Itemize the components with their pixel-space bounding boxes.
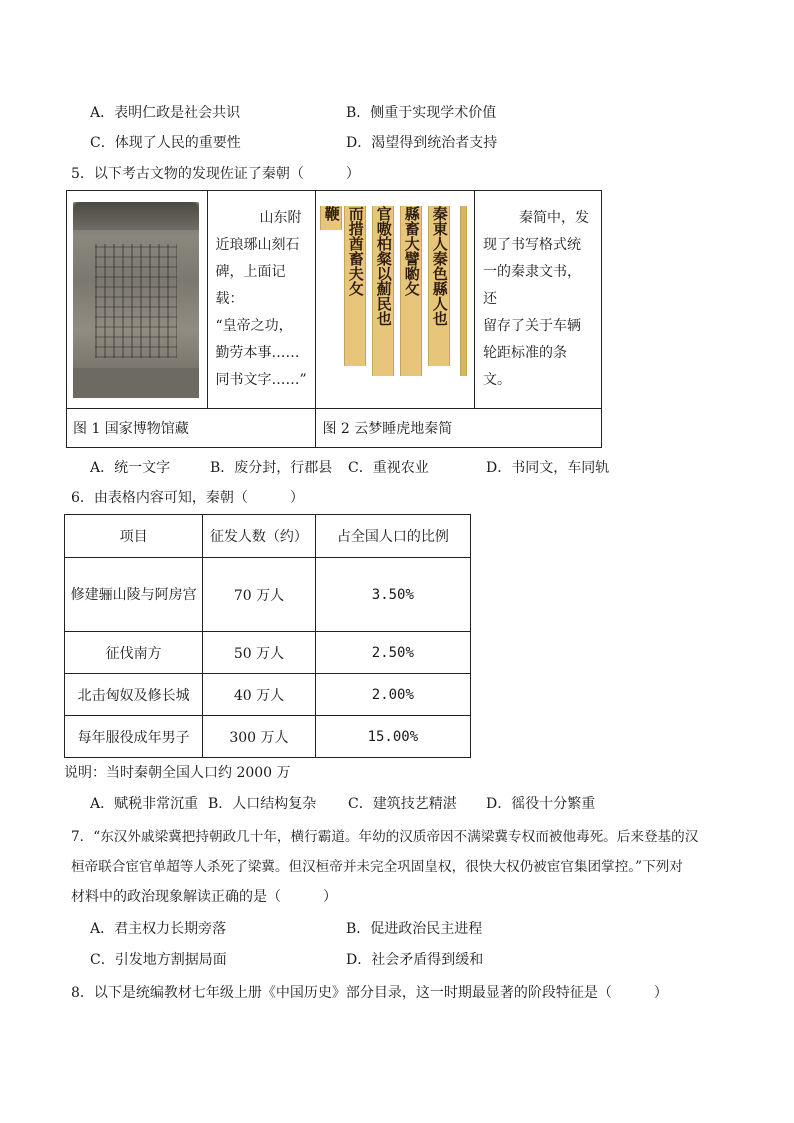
header-ratio: 占全国人口的比例 <box>315 515 470 558</box>
row-item: 北击匈奴及修长城 <box>65 674 203 716</box>
q8-stem: 8．以下是统编教材七年级上册《中国历史》部分目录，这一时期最显著的阶段特征是（ ） <box>71 985 668 1001</box>
table-row <box>65 632 471 674</box>
row-count: 40 万人 <box>203 674 316 716</box>
stele-text-line: 同书文字……” <box>215 372 307 388</box>
q6-option-a[interactable]: A．赋税非常沉重 <box>90 796 199 812</box>
q7-option-d[interactable]: D．社会矛盾得到缓和 <box>346 952 484 968</box>
q5-option-a[interactable]: A．统一文字 <box>90 460 171 476</box>
stele-text-line: “皇帝之功， <box>215 318 293 334</box>
q7-stem-line2: 桓帝联合宦官单超等人杀死了梁冀。但汉桓帝并未完全巩固皇权，很快大权仍被宦官集团掌控。”下列对 <box>71 859 683 875</box>
stele-image <box>73 202 199 398</box>
slips-text-line: 秦简中，发 <box>518 210 589 226</box>
bamboo-slip-thin <box>460 206 467 376</box>
q5-option-d[interactable]: D．书同文，车同轨 <box>486 460 610 476</box>
row-ratio: 15.00% <box>315 716 470 758</box>
row-ratio: 2.50% <box>315 632 470 674</box>
caption-figure-1: 图 1 国家博物馆藏 <box>67 409 316 448</box>
slips-text-line: 轮距标准的条文。 <box>482 345 567 388</box>
slips-description <box>474 191 601 409</box>
stele-image-cell <box>67 191 208 409</box>
bamboo-slips-image <box>320 200 470 400</box>
bamboo-slips-image-cell <box>316 191 475 409</box>
q6-stem: 6．由表格内容可知，秦朝（ ） <box>71 490 304 506</box>
row-count: 50 万人 <box>203 632 316 674</box>
caption-figure-2: 图 2 云梦睡虎地秦简 <box>316 409 602 448</box>
row-count: 70 万人 <box>203 558 316 632</box>
option-d[interactable]: D．渴望得到统治者支持 <box>346 135 498 151</box>
slip-text: 官嗷柏粲以薊民也 <box>374 205 393 326</box>
option-c[interactable]: C．体现了人民的重要性 <box>90 135 241 151</box>
q6-labor-table <box>64 514 471 758</box>
slip-text: 而措酋畜夫攵 <box>346 205 365 296</box>
slips-text-line: 留存了关于车辆 <box>482 318 581 334</box>
row-item: 修建骊山陵与阿房宫 <box>65 558 203 632</box>
bamboo-slip <box>320 206 342 230</box>
q5-option-b[interactable]: B．废分封，行郡县 <box>210 460 333 476</box>
q5-artifact-table <box>66 190 602 448</box>
stele-text-line: 勤劳本事…… <box>215 345 300 361</box>
header-item: 项目 <box>65 515 203 558</box>
slip-text: 鞭 <box>322 205 341 221</box>
q7-option-b[interactable]: B．促进政治民主进程 <box>346 921 483 937</box>
stele-text-line: 近琅琊山刻石 <box>215 237 300 253</box>
q6-option-b[interactable]: B．人口结构复杂 <box>208 796 317 812</box>
stele-description <box>207 191 316 409</box>
table-row <box>65 674 471 716</box>
bamboo-slip <box>372 206 394 376</box>
table-row <box>65 716 471 758</box>
slip-text: 縣畜大譬喲攵 <box>402 205 421 296</box>
stele-text-line: 碑，上面记载： <box>215 264 286 307</box>
q7-stem-line1: 7．“东汉外戚梁冀把持朝政几十年，横行霸道。年幼的汉质帝因不满梁冀专权而被他毒死。后来登基的汉 <box>71 829 699 845</box>
stele-text-line: 山东附 <box>259 210 302 226</box>
row-item: 征伐南方 <box>65 632 203 674</box>
bamboo-slip <box>400 206 422 376</box>
slips-text-line: 现了书写格式统 <box>482 237 581 253</box>
header-count: 征发人数（约） <box>203 515 316 558</box>
q7-stem-line3: 材料中的政治现象解读正确的是（ ） <box>71 889 337 905</box>
q7-option-c[interactable]: C．引发地方割据局面 <box>90 952 227 968</box>
bamboo-slip <box>344 206 366 366</box>
q7-option-a[interactable]: A．君主权力长期旁落 <box>90 921 227 937</box>
row-ratio: 2.00% <box>315 674 470 716</box>
table-row <box>65 558 471 632</box>
row-ratio: 3.50% <box>315 558 470 632</box>
q6-option-d[interactable]: D．徭役十分繁重 <box>486 796 596 812</box>
slips-text-line: 一的秦隶文书，还 <box>482 264 581 307</box>
slip-text: 秦東人秦色縣人也 <box>430 205 449 326</box>
q5-option-c[interactable]: C．重视农业 <box>348 460 429 476</box>
bamboo-slip <box>428 206 450 366</box>
option-a[interactable]: A．表明仁政是社会共识 <box>90 105 241 121</box>
row-item: 每年服役成年男子 <box>65 716 203 758</box>
option-b[interactable]: B．侧重于实现学术价值 <box>346 105 497 121</box>
q5-stem: 5．以下考古文物的发现佐证了秦朝（ ） <box>71 166 360 182</box>
row-count: 300 万人 <box>203 716 316 758</box>
q6-note: 说明：当时秦朝全国人口约 2000 万 <box>64 765 291 781</box>
q6-option-c[interactable]: C．建筑技艺精湛 <box>348 796 457 812</box>
